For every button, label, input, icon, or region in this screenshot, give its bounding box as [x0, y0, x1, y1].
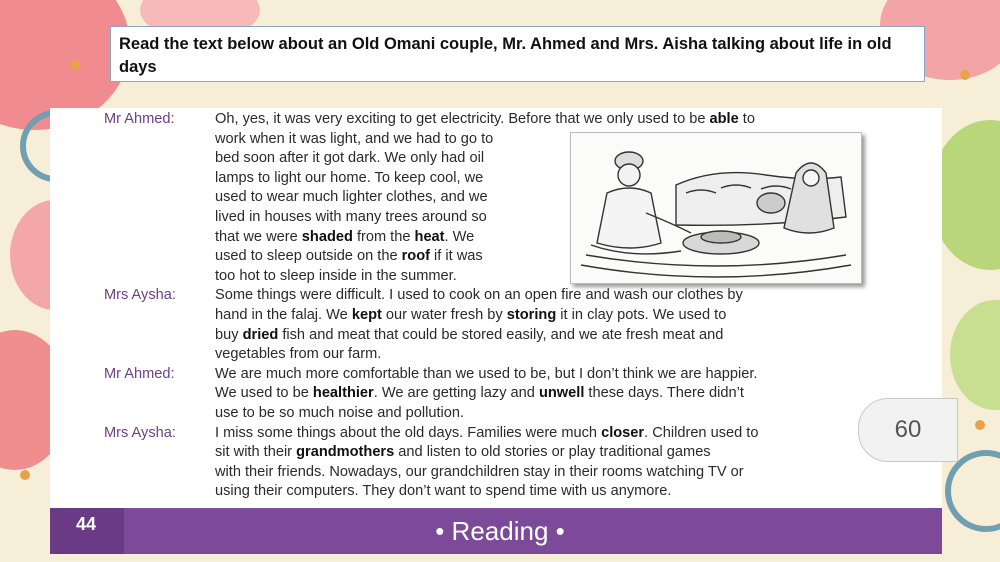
speaker-name: Mr Ahmed: — [104, 365, 175, 382]
speech-line — [215, 110, 755, 130]
speech-line — [215, 286, 743, 306]
illustration-old-couple — [570, 132, 862, 284]
keyword: kept — [351, 306, 382, 323]
text-segment: used to sleep outside on the — [215, 248, 402, 265]
footer-bar — [50, 508, 942, 554]
text-segment: I miss some things about the old days. Families were much — [215, 424, 602, 441]
text-segment: sit with their — [215, 444, 297, 461]
speaker-name: Mr Ahmed: — [104, 111, 175, 127]
text-segment: too hot to sleep inside in the summer. — [215, 267, 457, 284]
text-segment: fish and meat that could be stored easily, and we ate fresh meat and — [278, 326, 724, 343]
side-page-number-text: 60 — [894, 416, 922, 443]
text-segment: with their friends. Nowadays, our grandchildren stay in their rooms watching TV or — [215, 463, 744, 480]
keyword: shaded — [301, 228, 353, 245]
text-segment: work when it was light, and we had to go to — [215, 130, 494, 147]
text-segment: . We are getting lazy and — [373, 385, 539, 402]
text-segment: used to wear much lighter clothes, and we — [215, 189, 488, 206]
speech-line — [215, 482, 758, 502]
keyword: closer — [601, 424, 645, 441]
keyword: unwell — [538, 385, 585, 402]
instruction-text: Read the text below about an Old Omani couple, Mr. Ahmed and Mrs. Aisha talking about life in old days — [119, 35, 892, 76]
text-segment: it in clay pots. We used to — [556, 306, 727, 323]
text-segment: lived in houses with many trees around so — [215, 208, 487, 225]
speaker-name: Mrs Aysha: — [104, 287, 176, 304]
text-segment: using their computers. They don’t want to spend time with us anymore. — [215, 483, 672, 500]
text-segment: hand in the falaj. We — [215, 306, 352, 323]
text-segment: and listen to old stories or play traditional games — [394, 444, 711, 461]
text-segment: our water fresh by — [381, 306, 507, 323]
speech-line — [215, 345, 743, 365]
text-segment: use to be so much noise and pollution. — [215, 404, 465, 421]
keyword: dried — [242, 326, 279, 343]
footer-page-number: 44 — [50, 508, 124, 554]
text-segment: We used to be — [215, 385, 313, 402]
text-segment: these days. There didn’t — [584, 385, 744, 402]
keyword: storing — [506, 306, 557, 323]
speech-line — [215, 306, 743, 326]
speech-line — [215, 404, 757, 424]
text-segment: that we were — [215, 228, 302, 245]
text-segment: to — [738, 111, 755, 127]
speech-line — [215, 463, 758, 483]
text-segment: We are much more comfortable than we used to be, but I don’t think we are happier. — [215, 365, 758, 382]
keyword: able — [709, 111, 739, 127]
footer-section-title: • Reading • — [435, 516, 565, 546]
text-segment: . We — [444, 228, 475, 245]
speech-line — [215, 326, 743, 346]
instruction-box — [110, 26, 925, 82]
speech-text — [215, 365, 757, 424]
speech-line — [215, 443, 758, 463]
speech-text — [215, 286, 743, 364]
keyword: heat — [414, 228, 445, 245]
side-page-number — [858, 398, 958, 462]
text-segment: from the — [352, 228, 415, 245]
textbook-page — [50, 108, 942, 512]
text-segment: Some things were difficult. I used to cook on an open fire and wash our clothes by — [215, 287, 743, 304]
text-segment: . Children used to — [644, 424, 759, 441]
speech-line — [215, 424, 758, 444]
speaker-name: Mrs Aysha: — [104, 424, 176, 441]
keyword: grandmothers — [296, 444, 395, 461]
keyword: roof — [401, 248, 430, 265]
text-segment: buy — [215, 326, 243, 343]
keyword: healthier — [312, 385, 374, 402]
text-segment: bed soon after it got dark. We only had oil — [215, 150, 485, 167]
text-segment: vegetables from our farm. — [215, 346, 382, 363]
speech-line — [215, 384, 757, 404]
text-segment: Oh, yes, it was very exciting to get electricity. Before that we only used to be — [215, 111, 710, 127]
speech-line — [215, 365, 757, 385]
text-segment: lamps to light our home. To keep cool, we — [215, 169, 484, 186]
text-segment: if it was — [430, 248, 483, 265]
speech-text — [215, 424, 758, 502]
